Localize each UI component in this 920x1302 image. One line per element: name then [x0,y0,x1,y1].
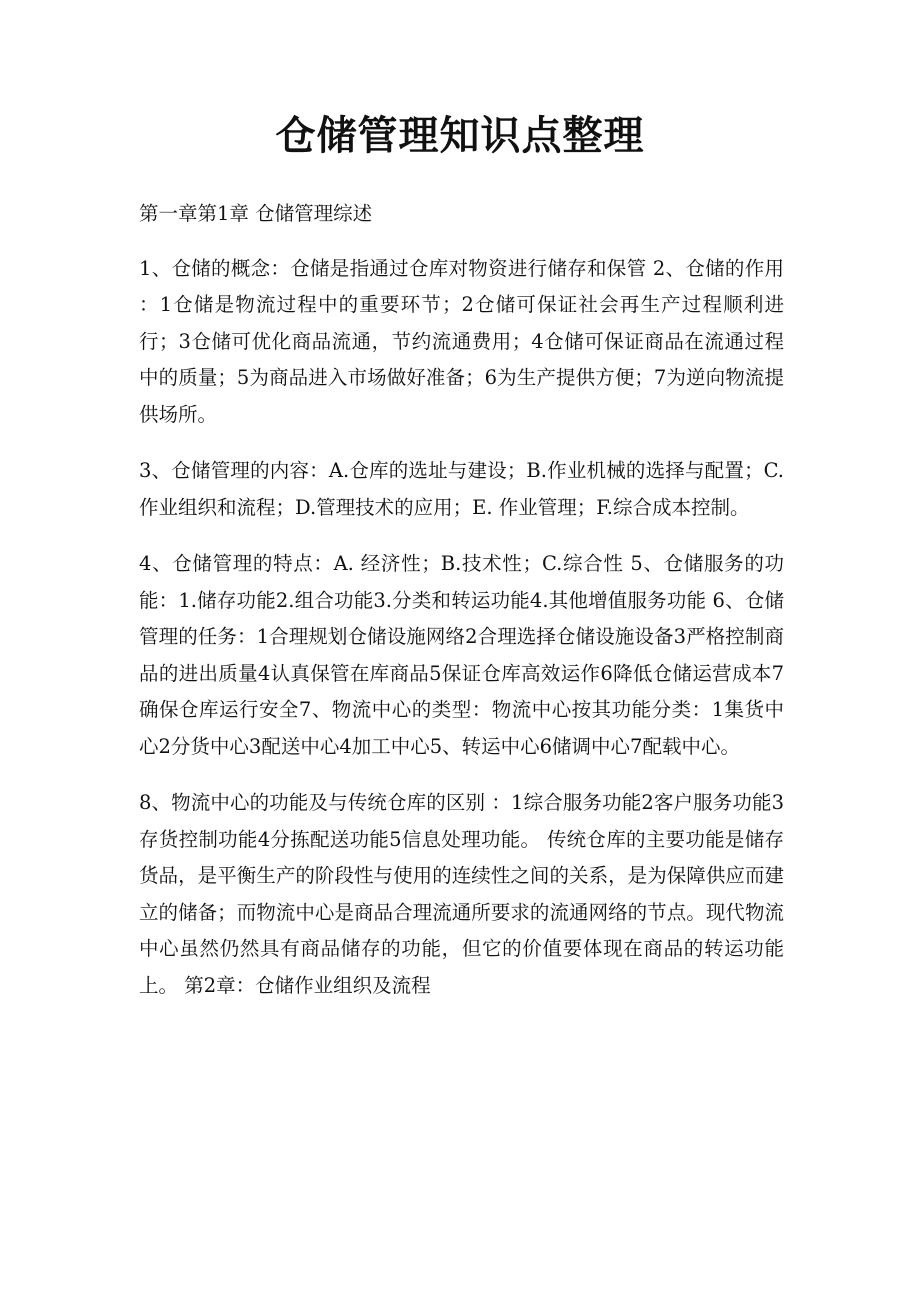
paragraph-logistics-center: 8、物流中心的功能及与传统仓库的区别 ：1综合服务功能2客户服务功能3存货控制功能4分拣配送功能5信息处理功能。 传统仓库的主要功能是储存货品，是平衡生产的阶段性与使用的连续性之间的关系，是为保障供应而建立的储备；而物流中心是商品合理流通所要求的流通网络的节点。现代物流中心虽然仍然具有商品储存的功能，但它的价值要体现在商品的转运功能上。 第2章：仓储作业组织及流程 [139,791,784,997]
paragraph-storage-concept: 1、仓储的概念：仓储是指通过仓库对物资进行储存和保管 2、仓储的作用 ：1仓储是物流过程中的重要环节；2仓储可保证社会再生产过程顺利进行；3仓储可优化商品流通，节约流通费用；4仓储可保证商品在流通过程中的质量；5为商品进入市场做好准备；6为生产提供方便；7为逆向物流提供场所。 [139,256,784,426]
paragraph-management-content: 3、仓储管理的内容：A.仓库的选址与建设；B.作业机械的选择与配置；C.作业组织和流程；D.管理技术的应用；E. 作业管理；F.综合成本控制。 [139,459,784,519]
document-body [139,196,784,1024]
paragraph-management-features: 4、仓储管理的特点：A. 经济性；B.技术性；C.综合性 5、仓储服务的功能：1.储存功能2.组合功能3.分类和转运功能4.其他增值服务功能 6、仓储管理的任务：1合理规划仓储设施网络2合理选择仓储设施设备3严格控制商品的进出质量4认真保管在库商品5保证仓库高效运作6降低仓储运营成本7确保仓库运行安全7、物流中心的类型：物流中心按其功能分类：1集货中心2分货中心3配送中心4加工中心5、转运中心6储调中心7配载中心。 [139,552,784,758]
chapter-heading: 第一章第1章 仓储管理综述 [139,202,373,225]
document-title: 仓储管理知识点整理 [275,112,645,159]
